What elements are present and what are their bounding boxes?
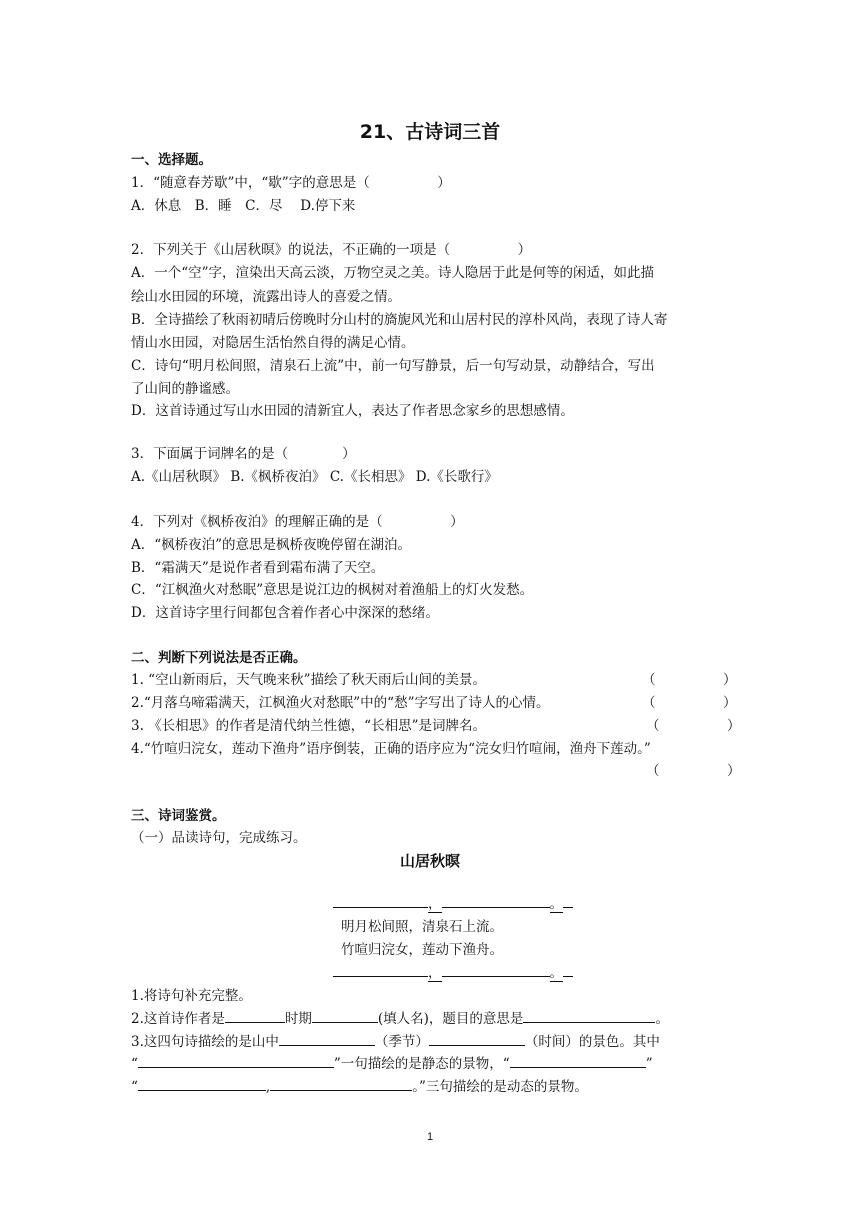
exercise-3-text-d: “ xyxy=(131,1056,138,1072)
poem-line1-comma: ， xyxy=(428,896,442,912)
q1-options: A．休息 B．睡 C．尽 D.停下来 xyxy=(131,198,356,214)
exercise-2-text-b: 时期 xyxy=(284,1011,312,1027)
poem-title: 山居秋暝 xyxy=(399,852,460,870)
section3-subheading: （一）品读诗句，完成练习。 xyxy=(131,830,307,846)
dynamic-scene-blank-3[interactable] xyxy=(270,1076,412,1091)
poem-line4-comma: ， xyxy=(428,965,442,981)
poem-line4-period: 。 xyxy=(549,965,563,981)
exercise-3-line1 xyxy=(131,1031,660,1052)
judge-answer-paren-4[interactable]: （ ） xyxy=(646,763,741,779)
dynamic-scene-blank-2[interactable] xyxy=(138,1076,266,1091)
exercise-3-text-f: ” xyxy=(645,1056,653,1072)
exercise-3-text-h: , xyxy=(265,1079,271,1095)
exercise-3-text-c: （时间）的景色。其中 xyxy=(524,1034,660,1050)
page-title: 21、古诗词三首 xyxy=(359,121,501,143)
poem-line1-blank[interactable] xyxy=(333,893,573,914)
title-meaning-blank[interactable] xyxy=(523,1008,655,1023)
q2-option-a-line2: 绘山水田园的环境，流露出诗人的喜爱之情。 xyxy=(131,289,401,305)
section1-heading: 一、选择题。 xyxy=(131,152,212,168)
exercise-3-line2 xyxy=(131,1053,653,1074)
q2-option-c-line2: 了山间的静谧感。 xyxy=(131,381,239,397)
exercise-2-text-c: (填人名)，题目的意思是 xyxy=(377,1011,524,1027)
poem-line4-blank-tail xyxy=(563,962,573,977)
exercise-2-text-d: 。 xyxy=(655,1011,669,1027)
q3-stem: 3．下面属于词牌名的是（ ） xyxy=(131,446,356,462)
section3-heading: 三、诗词鉴赏。 xyxy=(131,808,226,824)
exercise-2 xyxy=(131,1008,669,1029)
exercise-3-text-i: 。”三句描绘的是动态的景物。 xyxy=(412,1079,588,1095)
q1-stem: 1．“随意春芳歇”中，“歇”字的意思是（ ） xyxy=(131,175,451,191)
poem-line1-period: 。 xyxy=(549,896,563,912)
judge-item-1: 1. “空山新雨后，天气晚来秋”描绘了秋天雨后山间的美景。 xyxy=(131,672,486,688)
q3-options: A.《山居秋暝》 B.《枫桥夜泊》 C.《长相思》 D.《长歌行》 xyxy=(131,469,498,485)
q2-option-d: D．这首诗通过写山水田园的清新宜人，表达了作者思念家乡的思想感情。 xyxy=(131,403,574,419)
exercise-3-text-e: ”一句描绘的是静态的景物，“ xyxy=(333,1056,510,1072)
q2-stem: 2．下列关于《山居秋暝》的说法，不正确的一项是（ ） xyxy=(131,242,532,258)
exercise-3-line3 xyxy=(131,1076,588,1097)
static-scene-blank[interactable] xyxy=(138,1053,334,1068)
judge-item-4: 4.“竹喧归浣女，莲动下渔舟”语序倒装，正确的语序应为“浣女归竹喧闹，渔舟下莲动。” xyxy=(131,741,651,757)
season-blank[interactable] xyxy=(279,1031,375,1046)
q4-option-a: A．“枫桥夜泊”的意思是枫桥夜晚停留在湖泊。 xyxy=(131,537,412,553)
exercise-2-text-a: 2.这首诗作者是 xyxy=(131,1011,225,1027)
poem-line4-blank-b[interactable] xyxy=(442,962,550,977)
judge-answer-paren-3[interactable]: （ ） xyxy=(646,718,741,734)
q2-option-a-line1: A．一个“空”字，渲染出天高云淡，万物空灵之美。诗人隐居于此是何等的闲适，如此描 xyxy=(131,265,655,281)
q2-option-b-line2: 情山水田园，对隐居生活怡然自得的满足心情。 xyxy=(131,335,415,351)
q4-option-d: D．这首诗字里行间都包含着作者心中深深的愁绪。 xyxy=(131,605,439,621)
poem-line4-blank-a[interactable] xyxy=(333,962,428,977)
judge-answer-paren-1[interactable]: （ ） xyxy=(642,672,737,688)
q4-option-c: C．“江枫渔火对愁眠”意思是说江边的枫树对着渔船上的灯火发愁。 xyxy=(131,582,534,598)
section2-heading: 二、判断下列说法是否正确。 xyxy=(131,650,307,666)
poem-line1-blank-b[interactable] xyxy=(442,893,550,908)
q2-option-b-line1: B．全诗描绘了秋雨初晴后傍晚时分山村的旖旎风光和山居村民的淳朴风尚，表现了诗人寄 xyxy=(131,312,668,328)
poem-line3: 竹喧归浣女，莲动下渔舟。 xyxy=(341,942,503,958)
q4-option-b: B．“霜满天”是说作者看到霜布满了天空。 xyxy=(131,560,385,576)
dynamic-scene-blank-1[interactable] xyxy=(510,1053,646,1068)
page-number: 1 xyxy=(426,1131,434,1143)
poem-line1-blank-tail xyxy=(563,893,573,908)
q4-stem: 4．下列对《枫桥夜泊》的理解正确的是（ ） xyxy=(131,514,464,530)
exercise-3-text-g: “ xyxy=(131,1079,138,1095)
judge-item-2: 2.“月落乌啼霜满天，江枫渔火对愁眠”中的“愁”字写出了诗人的心情。 xyxy=(131,695,550,711)
poem-line1-blank-a[interactable] xyxy=(333,893,428,908)
exercise-3-text-b: （季节） xyxy=(374,1034,429,1050)
exercise-3-text-a: 3.这四句诗描绘的是山中 xyxy=(131,1034,279,1050)
exercise-1: 1.将诗句补充完整。 xyxy=(131,988,252,1004)
author-blank[interactable] xyxy=(312,1008,378,1023)
poem-line4-blank[interactable] xyxy=(333,962,573,983)
poem-line2: 明月松间照，清泉石上流。 xyxy=(341,919,503,935)
judge-answer-paren-2[interactable]: （ ） xyxy=(642,695,737,711)
q2-option-c-line1: C．诗句“明月松间照，清泉石上流”中，前一句写静景，后一句写动景，动静结合，写出 xyxy=(131,358,655,374)
time-blank[interactable] xyxy=(429,1031,525,1046)
era-blank[interactable] xyxy=(225,1008,285,1023)
judge-item-3: 3. 《长相思》的作者是清代纳兰性德，“长相思”是词牌名。 xyxy=(131,718,486,734)
